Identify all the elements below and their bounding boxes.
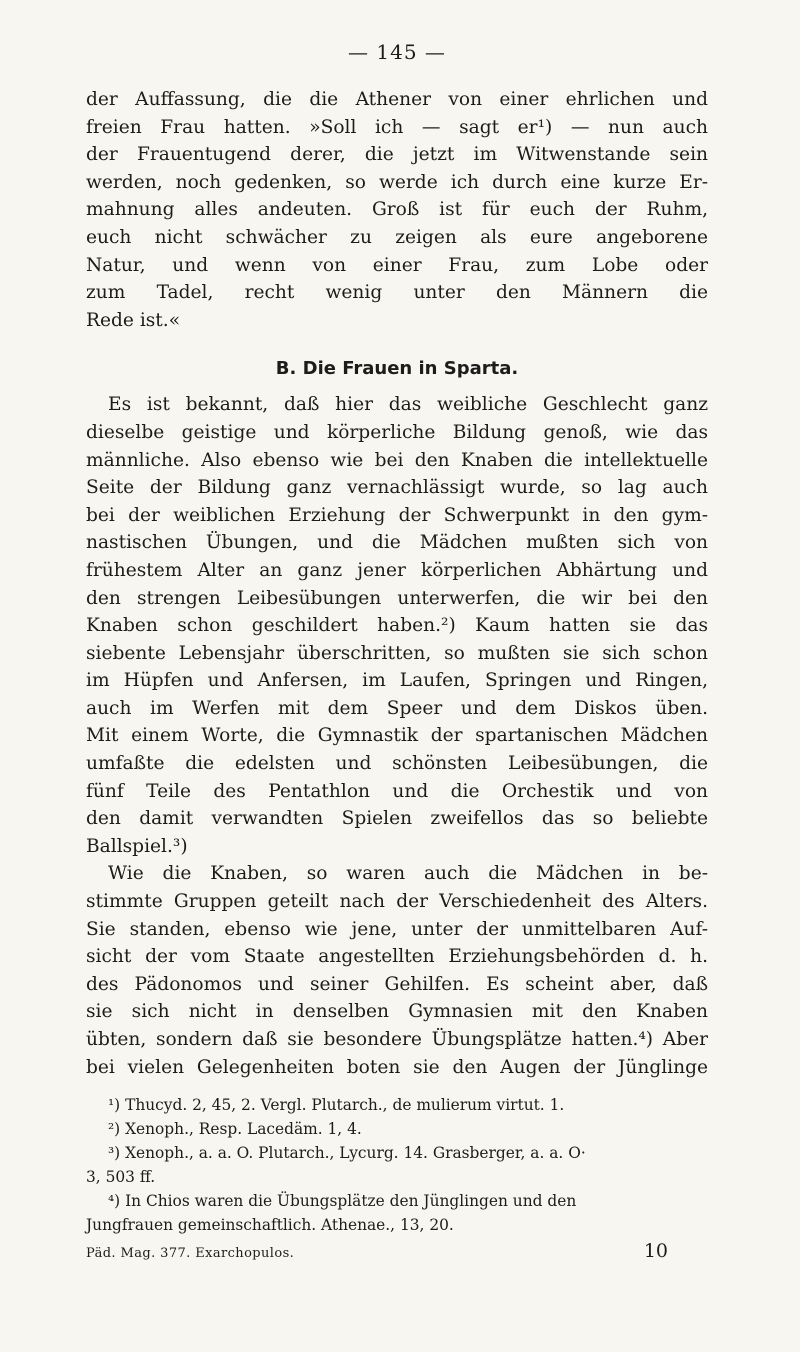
text-line: sie sich nicht in denselben Gymnasien mit den Knaben: [86, 1001, 708, 1023]
footnote-line: ²) Xenoph., Resp. Lacedäm. 1, 4.: [108, 1120, 362, 1139]
text-line: übten, sondern daß sie besondere Übungsplätze hatten.⁴) Aber: [86, 1029, 708, 1050]
body-paragraph-groups: [86, 860, 708, 1081]
text-line: mahnung alles andeuten. Groß ist für euch der Ruhm,: [86, 199, 708, 221]
page-number-header: — 145 —: [348, 40, 446, 64]
text-line: nastischen Übungen, und die Mädchen mußten sich von: [86, 532, 708, 554]
text-line: den strengen Leibesübungen unterwerfen, die wir bei den: [86, 587, 708, 609]
book-page: [86, 40, 708, 1266]
text-line: fünf Teile des Pentathlon und die Orchestik und von: [86, 780, 708, 802]
footnotes: [86, 1093, 708, 1266]
text-line: Sie standen, ebenso wie jene, unter der unmittelbaren Auf-: [86, 918, 708, 940]
text-line: stimmte Gruppen geteilt nach der Verschiedenheit des Alters.: [86, 891, 708, 913]
text-line: den damit verwandten Spielen zweifellos das so beliebte: [86, 808, 708, 830]
text-line: männliche. Also ebenso wie bei den Knaben die intellektuelle: [86, 449, 708, 471]
text-line: auch im Werfen mit dem Speer und dem Diskos üben.: [86, 697, 708, 719]
footnote-line: 3, 503 ff.: [86, 1168, 156, 1187]
text-line: werden, noch gedenken, so werde ich durch eine kurze Er-: [86, 171, 708, 193]
text-line: euch nicht schwächer zu zeigen als eure angeborene: [86, 226, 708, 248]
text-line: Rede ist.«: [86, 309, 181, 331]
text-line: frühestem Alter an ganz jener körperlichen Abhärtung und: [86, 559, 708, 581]
signature-mark: 10: [643, 1240, 668, 1263]
text-line: Mit einem Worte, die Gymnastik der spartanischen Mädchen: [86, 725, 708, 747]
text-line: des Pädonomos und seiner Gehilfen. Es scheint aber, daß: [86, 973, 708, 995]
text-line: bei der weiblichen Erziehung der Schwerpunkt in den gym-: [86, 504, 708, 526]
footnote-line: ¹) Thucyd. 2, 45, 2. Vergl. Plutarch., de mulierum virtut. 1.: [108, 1096, 565, 1115]
text-line: sicht der vom Staate angestellten Erziehungsbehörden d. h.: [86, 946, 708, 968]
text-line: Ballspiel.³): [86, 835, 188, 857]
text-line: umfaßte die edelsten und schönsten Leibesübungen, die: [86, 753, 708, 775]
text-line: zum Tadel, recht wenig unter den Männern die: [86, 282, 708, 304]
footnote-line: ⁴) In Chios waren die Übungsplätze den Jünglingen und den: [108, 1192, 577, 1211]
text-line: der Auffassung, die die Athener von einer ehrlichen und: [86, 89, 708, 110]
body-paragraph-sparta: [86, 391, 708, 860]
text-line: Natur, und wenn von einer Frau, zum Lobe oder: [86, 254, 708, 276]
text-line: im Hüpfen und Anfersen, im Laufen, Springen und Ringen,: [86, 670, 708, 692]
text-line: dieselbe geistige und körperliche Bildung genoß, wie das: [86, 421, 708, 443]
imprint-line: Päd. Mag. 377. Exarchopulos.: [86, 1246, 295, 1262]
text-line: siebente Lebensjahr überschritten, so mußten sie sich schon: [86, 642, 708, 664]
text-line: freien Frau hatten. »Soll ich — sagt er¹) — nun auch: [86, 116, 708, 138]
intro-paragraph: [86, 86, 708, 334]
section-heading: B. Die Frauen in Sparta.: [275, 358, 519, 380]
page-footer: [86, 1239, 708, 1266]
text-line: der Frauentugend derer, die jetzt im Witwenstande sein: [86, 144, 708, 166]
footnote-line: Jungfrauen gemeinschaftlich. Athenae., 13, 20.: [86, 1216, 454, 1235]
text-line: Seite der Bildung ganz vernachlässigt wurde, so lag auch: [86, 477, 708, 499]
footnote-line: ³) Xenoph., a. a. O. Plutarch., Lycurg. 14. Grasberger, a. a. O·: [108, 1144, 586, 1163]
text-line: bei vielen Gelegenheiten boten sie den Augen der Jünglinge: [86, 1056, 708, 1078]
text-line: Es ist bekannt, daß hier das weibliche Geschlecht ganz: [108, 394, 708, 416]
text-line: Wie die Knaben, so waren auch die Mädchen in be-: [108, 863, 708, 885]
text-line: Knaben schon geschildert haben.²) Kaum hatten sie das: [86, 615, 708, 637]
